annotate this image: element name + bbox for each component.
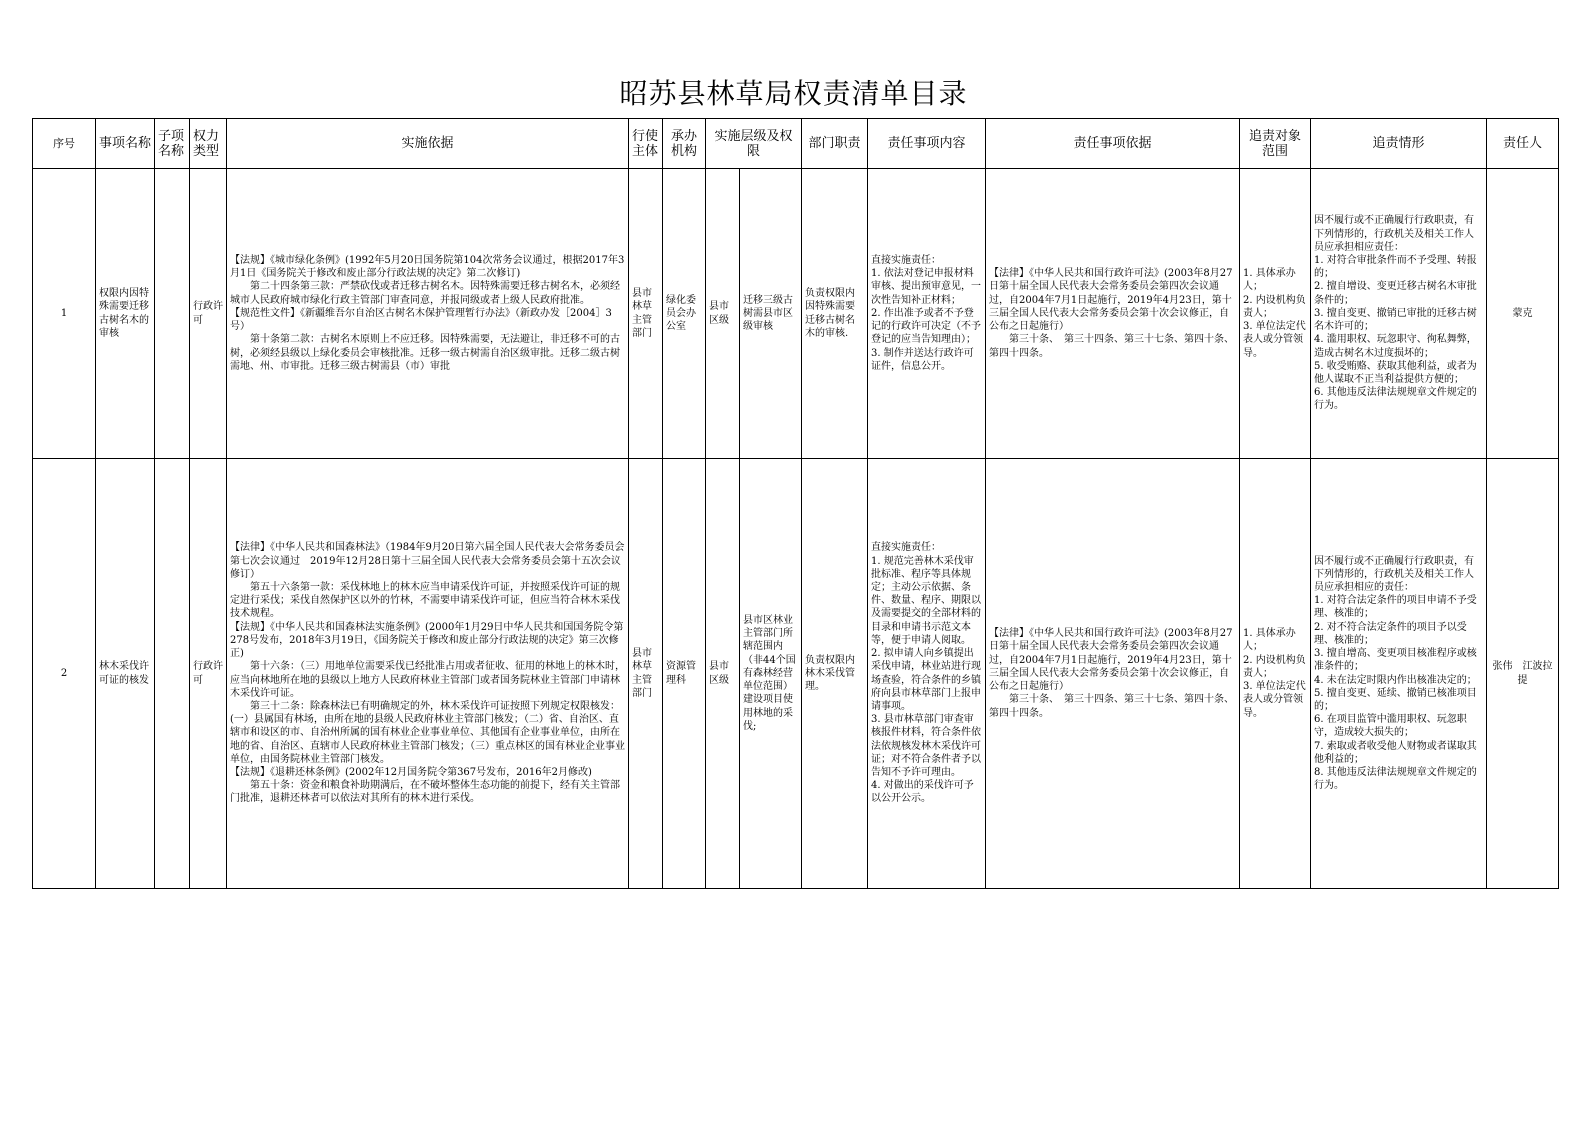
responsibility-table: [32, 118, 1559, 889]
page-title: 昭苏县林草局权责清单目录: [619, 77, 968, 110]
header-subject: 行使主体: [629, 119, 663, 169]
header-sub-item: 子项名称: [155, 119, 190, 169]
cell-level-auth: 迁移三级古树需县市区级审核: [740, 169, 802, 459]
cell-accountability-scope: 1. 具体承办人； 2. 内设机构负责人； 3. 单位法定代表人或分管领导。: [1240, 459, 1311, 889]
cell-level-auth: 县市区林业主管部门所辖范围内（非44个国有森林经营单位范围）建设项目使用林地的采伐;: [740, 459, 802, 889]
cell-resp-content: 直接实施责任： 1. 依法对登记申报材料审核、提出预审意见，一次性告知补正材料； 2. 作出准予或者不予登记的行政许可决定（不予登记的应当告知理由）； 3. 制作并送达行政许可证件，信息公开。: [868, 169, 986, 459]
header-seq: 序号: [33, 119, 96, 169]
cell-subject: 县市林草主管部门: [629, 459, 663, 889]
cell-level-scope: 县市区级: [706, 169, 740, 459]
cell-sub-item: [155, 169, 190, 459]
cell-sub-item: [155, 459, 190, 889]
cell-accountability-cases: 因不履行或不正确履行行政职责，有下列情形的，行政机关及相关工作人员应承担相应的责任： 1. 对符合法定条件的项目申请不予受理、核准的； 2. 对不符合法定条件的项目予以受理、核准的； 3. 擅自增高、变更项目核准程序或核准条件的； 4. 未在法定时限内作出核准决定的； 5. 擅自变更、延续、撤销已核准项目的； 6. 在项目监管中滥用职权、玩忽职守，造成较大损失的； 7. 索取或者收受他人财物或者谋取其他利益的； 8. 其他违反法律法规规章文件规定的行为。: [1311, 459, 1487, 889]
header-power-type: 权力类型: [190, 119, 227, 169]
cell-responsible-person: 蒙克: [1487, 169, 1559, 459]
cell-basis: 【法律】《中华人民共和国森林法》（1984年9月20日第六届全国人民代表大会常务委员会第七次会议通过 2019年12月28日第十三届全国人民代表大会常务委员会第十五次会议修订） 第五十六条第一款：采伐林地上的林木应当申请采伐许可证，并按照采伐许可证的规定进行采伐；采伐自然保护区以外的竹林，不需要申请采伐许可证，但应当符合林木采伐技术规程。 【法规】《中华人民共和国森林法实施条例》(2000年1月29日中华人民共和国国务院令第278号发布，2018年3月19日，《国务院关于修改和废止部分行政法规的决定》第三次修正) 第十六条：（三）用地单位需要采伐已经批准占用或者征收、征用的林地上的林木时，应当向林地所在地的县级以上地方人民政府林业主管部门或者国务院林业主管部门申请林木采伐许可证。 第三十二条：除森林法已有明确规定的外，林木采伐许可证按照下列规定权限核发：(一）县属国有林场，由所在地的县级人民政府林业主管部门核发；（二）省、自治区、直辖市和设区的市、自治州所属的国有林业企业事业单位、其他国有企业事业单位，由所在地的省、自治区、直辖市人民政府林业主管部门核发；（三）重点林区的国有林业企业事业单位，由国务院林业主管部门核发。 【法规】《退耕还林条例》(2002年12月国务院令第367号发布，2016年2月修改) 第五十条：资金和粮食补助期满后，在不破坏整体生态功能的前提下，经有关主管部门批准，退耕还林者可以依法对其所有的林木进行采伐。: [227, 459, 629, 889]
cell-accountability-cases: 因不履行或不正确履行行政职责，有下列情形的，行政机关及相关工作人员应承担相应责任： 1. 对符合审批条件而不予受理、转报的； 2. 擅自增设、变更迁移古树名木审批条件的； 3. 擅自变更、撤销已审批的迁移古树名木许可的； 4. 滥用职权、玩忽职守、徇私舞弊，造成古树名木过度损坏的； 5. 收受贿赂、获取其他利益，或者为他人谋取不正当利益提供方便的； 6. 其他违反法律法规规章文件规定的行为。: [1311, 169, 1487, 459]
table-row: [33, 459, 1559, 889]
cell-power-type: 行政许可: [190, 459, 227, 889]
cell-dept-duty: 负责权限内林木采伐管理。: [802, 459, 868, 889]
header-resp-content: 责任事项内容: [868, 119, 986, 169]
cell-undertaking: 绿化委员会办公室: [663, 169, 706, 459]
cell-responsible-person: 张伟 江波拉提: [1487, 459, 1559, 889]
header-responsible-person: 责任人: [1487, 119, 1559, 169]
cell-accountability-scope: 1. 具体承办人； 2. 内设机构负责人； 3. 单位法定代表人或分管领导。: [1240, 169, 1311, 459]
cell-item-name: 权限内因特殊需要迁移古树名木的审核: [96, 169, 155, 459]
cell-dept-duty: 负责权限内因特殊需要迁移古树名木的审核.: [802, 169, 868, 459]
header-basis: 实施依据: [227, 119, 629, 169]
header-accountability-cases: 追责情形: [1311, 119, 1487, 169]
header-accountability-scope: 追责对象范围: [1240, 119, 1311, 169]
cell-seq: 2: [33, 459, 96, 889]
header-resp-basis: 责任事项依据: [986, 119, 1240, 169]
cell-resp-basis: 【法律】《中华人民共和国行政许可法》(2003年8月27日第十届全国人民代表大会常务委员会第四次会议通过，自2004年7月1日起施行，2019年4月23日，第十三届全国人民代表大会常务委员会第十次会议修正，自公布之日起施行） 第三十条、 第三十四条、第三十七条、第四十条、第四十四条。: [986, 169, 1240, 459]
cell-undertaking: 资源管理科: [663, 459, 706, 889]
cell-basis: 【法规】《城市绿化条例》(1992年5月20日国务院第104次常务会议通过，根据2017年3月1日《国务院关于修改和废止部分行政法规的决定》第二次修订) 第二十四条第三款：严禁砍伐或者迁移古树名木。因特殊需要迁移古树名木，必须经城市人民政府城市绿化行政主管部门审查同意，并报同级或者上级人民政府批准。 【规范性文件】《新疆维吾尔自治区古树名木保护管理暂行办法》（新政办发［2004］3号） 第十条第二款：古树名木原则上不应迁移。因特殊需要，无法避让，非迁移不可的古树，必须经县级以上绿化委员会审核批准。迁移一级古树需自治区级审批。迁移二级古树需地、州、市审批。迁移三级古树需县（市）审批: [227, 169, 629, 459]
cell-seq: 1: [33, 169, 96, 459]
cell-item-name: 林木采伐许可证的核发: [96, 459, 155, 889]
cell-level-scope: 县市区级: [706, 459, 740, 889]
header-level: 实施层级及权限: [706, 119, 802, 169]
cell-resp-content: 直接实施责任： 1. 规范完善林木采伐审批标准、程序等具体规定；主动公示依据、条件、数量、程序、期限以及需要提交的全部材料的目录和申请书示范文本等，便于申请人阅取。 2. 拟申请人向乡镇提出采伐申请，林业站进行现场查验，符合条件的乡镇府向县市林草部门上报申请事项。 3. 县市林草部门审查审核报件材料，符合条件依法依规核发林木采伐许可证；对不符合条件者予以告知不予许可理由。 4. 对做出的采伐许可予以公开公示。: [868, 459, 986, 889]
header-item-name: 事项名称: [96, 119, 155, 169]
cell-resp-basis: 【法律】《中华人民共和国行政许可法》(2003年8月27日第十届全国人民代表大会常务委员会第四次会议通过，自2004年7月1日起施行，2019年4月23日，第十三届全国人民代表大会常务委员会第十次会议修正，自公布之日起施行） 第三十条、 第三十四条、第三十七条、第四十条、第四十四条。: [986, 459, 1240, 889]
header-dept-duty: 部门职责: [802, 119, 868, 169]
table-row: [33, 169, 1559, 459]
cell-subject: 县市林草主管部门: [629, 169, 663, 459]
header-row: [33, 119, 1559, 169]
cell-power-type: 行政许可: [190, 169, 227, 459]
header-undertaking: 承办机构: [663, 119, 706, 169]
